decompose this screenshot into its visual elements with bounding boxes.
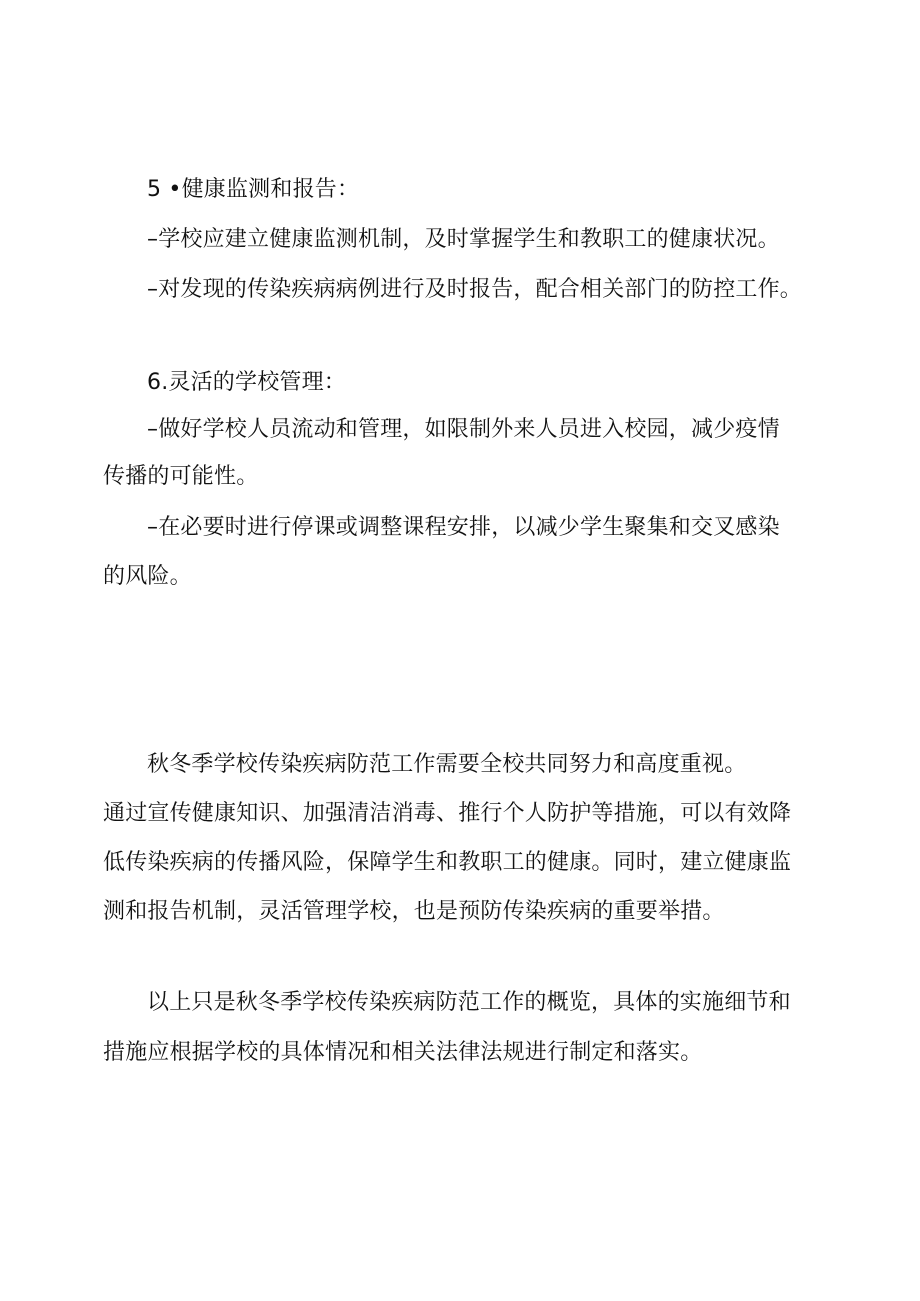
conclusion-line4: 测和报告机制，灵活管理学校，也是预防传染疾病的重要举措。 <box>103 899 725 924</box>
section6-item2-line1: –在必要时进行停课或调整课程安排，以减少学生聚集和交叉感染 <box>147 515 780 540</box>
section6-item1-line2: 传播的可能性。 <box>103 464 259 489</box>
section6-item1-line1: –做好学校人员流动和管理，如限制外来人员进入校园，减少疫情 <box>147 417 780 442</box>
section5-heading: 5 •健康监测和报告： <box>147 177 360 202</box>
section5-item2: –对发现的传染疾病病例进行及时报告，配合相关部门的防控工作。 <box>147 277 803 302</box>
section5-item1: –学校应建立健康监测机制，及时掌握学生和教职工的健康状况。 <box>147 227 780 252</box>
conclusion-line1: 秋冬季学校传染疾病防范工作需要全校共同努力和高度重视。 <box>147 752 747 777</box>
conclusion-line3: 低传染疾病的传播风险，保障学生和教职工的健康。同时，建立健康监 <box>103 850 792 875</box>
closing-line2: 措施应根据学校的具体情况和相关法律法规进行制定和落实。 <box>103 1040 703 1065</box>
section6-item2-line2: 的风险。 <box>103 564 192 589</box>
section6-heading: 6.灵活的学校管理： <box>147 370 346 395</box>
conclusion-line2: 通过宣传健康知识、加强清洁消毒、推行个人防护等措施，可以有效降 <box>103 801 792 826</box>
closing-line1: 以上只是秋冬季学校传染疾病防范工作的概览，具体的实施细节和 <box>147 990 791 1015</box>
